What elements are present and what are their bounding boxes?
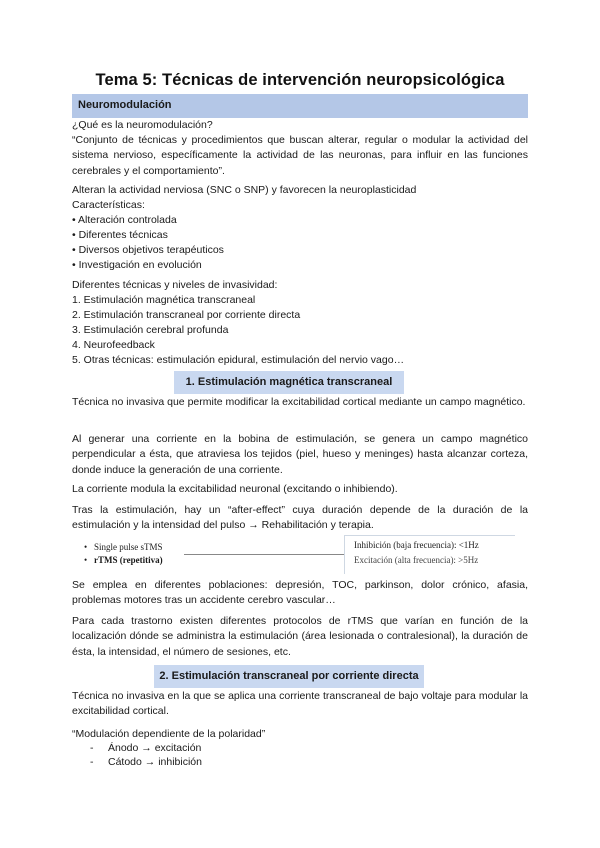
- technique-item: 3. Estimulación cerebral profunda: [72, 324, 229, 336]
- tms-paragraph-5: Se emplea en diferentes poblaciones: depresión, TOC, parkinson, dolor crónico, afasia, problemas motores tras un accidente cerebro vascular…: [72, 579, 528, 607]
- technique-item: 2. Estimulación transcraneal por corriente directa: [72, 309, 301, 321]
- techniques-label: Diferentes técnicas y niveles de invasividad:: [72, 279, 278, 291]
- characteristics-label: Características:: [72, 199, 145, 211]
- tdcs-item: Ánodo → excitación: [108, 742, 202, 754]
- arrow-line: [184, 554, 344, 555]
- tms-paragraph-6: Para cada trastorno existen diferentes protocolos de rTMS que varían en función de la localización dónde se administra la estimulación (área lesionada o contralesional), la duración de ésta, la intensidad, el número de sesiones, etc.: [72, 615, 528, 658]
- tdcs-heading: 2. Estimulación transcraneal por corriente directa: [154, 665, 424, 688]
- tms-paragraph-2: Al generar una corriente en la bobina de estimulación, se genera un campo magnético perpendicular a ésta, que atraviesa los tejidos (piel, hueso y meninges) hasta alcanzar corteza, donde induce la generación de una corriente.: [72, 433, 528, 476]
- characteristic-item: • Diferentes técnicas: [72, 229, 168, 241]
- tms-heading: 1. Estimulación magnética transcraneal: [174, 371, 404, 394]
- dash-icon: -: [90, 756, 94, 768]
- technique-item: 1. Estimulación magnética transcraneal: [72, 294, 256, 306]
- bullet-icon: •: [84, 542, 88, 552]
- question: ¿Qué es la neuromodulación?: [72, 119, 213, 131]
- tdcs-paragraph-1: Técnica no invasiva en la que se aplica una corriente transcraneal de bajo voltaje para modular la excitabilidad cortical.: [72, 690, 528, 718]
- alter-line: Alteran la actividad nerviosa (SNC o SNP) y favorecen la neuroplasticidad: [72, 184, 417, 196]
- characteristic-item: • Investigación en evolución: [72, 259, 202, 271]
- technique-item: 4. Neurofeedback: [72, 339, 155, 351]
- tms-paragraph-3: La corriente modula la excitabilidad neuronal (excitando o inhibiendo).: [72, 483, 398, 495]
- tms-table-right: Excitación (alta frecuencia): >5Hz: [354, 555, 479, 565]
- dash-icon: -: [90, 742, 94, 754]
- tms-table-left: Single pulse sTMS: [94, 542, 163, 552]
- tms-table: [84, 537, 528, 573]
- characteristic-item: • Alteración controlada: [72, 214, 177, 226]
- technique-item: 5. Otras técnicas: estimulación epidural, estimulación del nervio vago…: [72, 354, 405, 366]
- bullet-icon: •: [84, 555, 88, 565]
- section-header-band: [72, 94, 528, 118]
- section-header: Neuromodulación: [78, 99, 172, 111]
- tms-paragraph-4: Tras la estimulación, hay un “after-effect” cuya duración depende de la duración de la estimulación y la intensidad del pulso → Rehabilitación y terapia.: [72, 504, 528, 532]
- tdcs-quote: “Modulación dependiente de la polaridad”: [72, 728, 266, 740]
- characteristic-item: • Diversos objetivos terapéuticos: [72, 244, 224, 256]
- tdcs-item: Cátodo → inhibición: [108, 756, 202, 768]
- tms-table-left: rTMS (repetitiva): [94, 555, 163, 565]
- tms-table-right: Inhibición (baja frecuencia): <1Hz: [354, 540, 479, 550]
- tms-paragraph-1: Técnica no invasiva que permite modificar la excitabilidad cortical mediante un campo magnético.: [72, 396, 526, 408]
- page-title: Tema 5: Técnicas de intervención neuropsicológica: [95, 71, 505, 89]
- definition-paragraph: “Conjunto de técnicas y procedimientos que buscan alterar, regular o modular la actividad del sistema nervioso, específicamente la actividad de las neuronas, para influir en las funciones cerebrales y el comportamiento”.: [72, 134, 528, 177]
